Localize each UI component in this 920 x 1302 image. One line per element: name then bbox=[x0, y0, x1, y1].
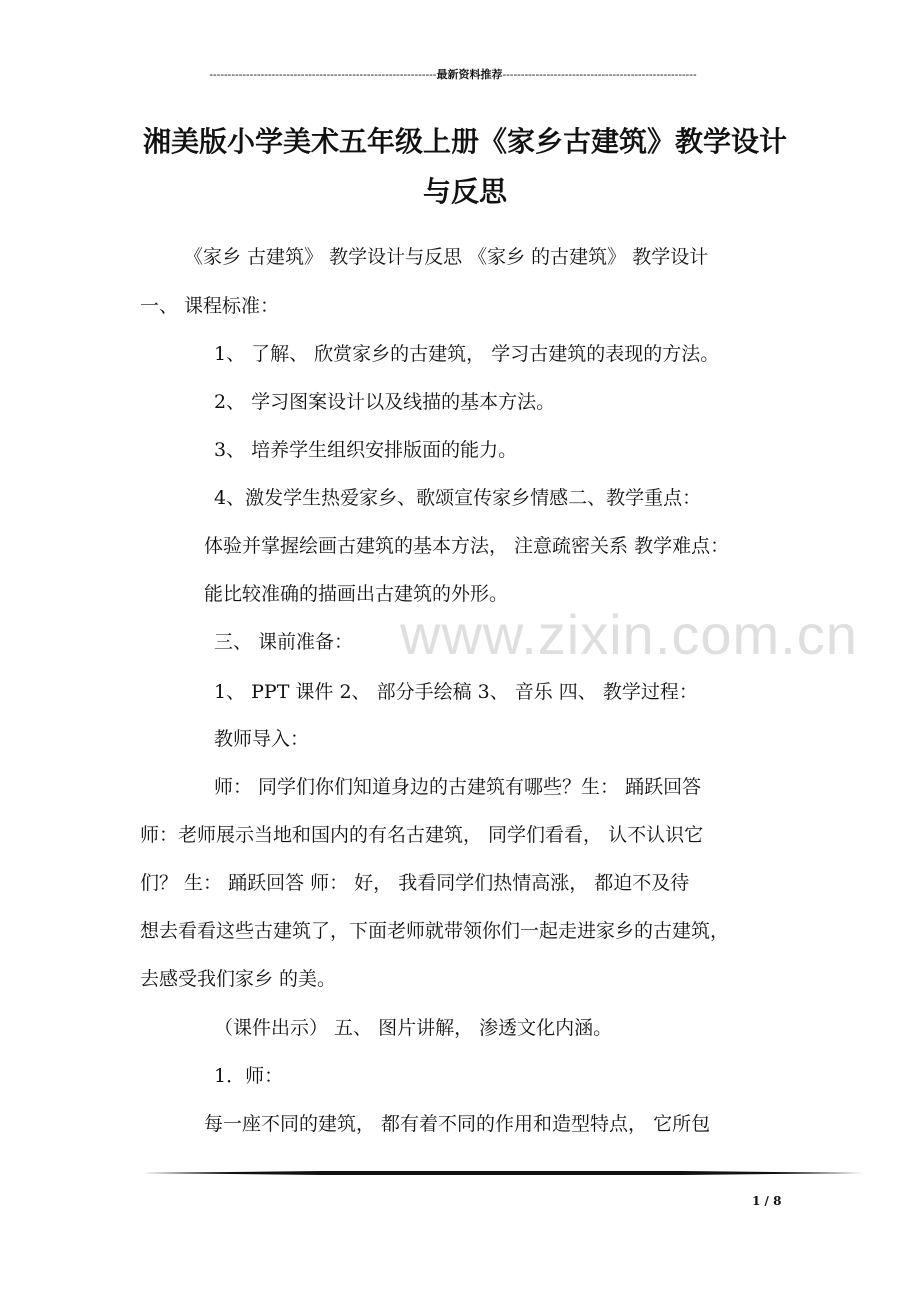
body-line: 教师导入： bbox=[214, 728, 310, 750]
footer-rule bbox=[142, 1170, 864, 1176]
body-line: 3、 培养学生组织安排版面的能力。 bbox=[214, 439, 518, 461]
body-line: （课件出示） 五、 图片讲解， 渗透文化内涵。 bbox=[214, 1017, 613, 1039]
body-line: 4、激发学生热爱家乡、歌颂宣传家乡情感二、教学重点： bbox=[214, 487, 702, 509]
body-line: 三、 课前准备： bbox=[214, 631, 354, 653]
body-line: 《家乡 古建筑》 教学设计与反思 《家乡 的古建筑》 教学设计 bbox=[184, 246, 709, 268]
body-line: 一、 课程标准： bbox=[140, 295, 280, 317]
body-line: 2、 学习图案设计以及线描的基本方法。 bbox=[214, 391, 556, 413]
page-number: 1 / 8 bbox=[752, 1194, 782, 1208]
header-dashes-right: ----------------------------------------------------- bbox=[502, 69, 697, 81]
body-line: 师：老师展示当地和国内的有名古建筑， 同学们看看， 认不认识它 bbox=[140, 824, 704, 846]
body-line: 每一座不同的建筑， 都有着不同的作用和造型特点， 它所包 bbox=[204, 1113, 711, 1135]
body-line: 师： 同学们你们知道身边的古建筑有哪些？生： 踊跃回答 bbox=[214, 776, 702, 798]
page-header bbox=[140, 66, 766, 82]
document-title-line-2: 与反思 bbox=[422, 175, 507, 208]
body-line: 1．师： bbox=[214, 1065, 284, 1087]
body-line: 1、 PPT 课件 2、 部分手绘稿 3、 音乐 四、 教学过程： bbox=[214, 681, 698, 703]
body-line: 去感受我们家乡 的美。 bbox=[140, 968, 337, 990]
watermark: www.zixin.com.cn bbox=[400, 603, 858, 666]
body-line: 们？ 生： 踊跃回答 师： 好， 我看同学们热情高涨， 都迫不及待 bbox=[140, 872, 690, 894]
body-line: 能比较准确的描画出古建筑的外形。 bbox=[204, 583, 509, 605]
document-title-line-1: 湘美版小学美术五年级上册《家乡古建筑》教学设计 bbox=[142, 125, 787, 158]
header-label: 最新资料推荐 bbox=[436, 69, 503, 81]
body-line: 想去看看这些古建筑了，下面老师就带领你们一起走进家乡的古建筑， bbox=[140, 920, 730, 942]
body-line: 体验并掌握绘画古建筑的基本方法， 注意疏密关系 教学难点： bbox=[204, 535, 730, 557]
header-dashes-left: -------------------------------------------------------------- bbox=[209, 69, 437, 81]
body-line: 1、 了解、 欣赏家乡的古建筑， 学习古建筑的表现的方法。 bbox=[214, 343, 720, 365]
